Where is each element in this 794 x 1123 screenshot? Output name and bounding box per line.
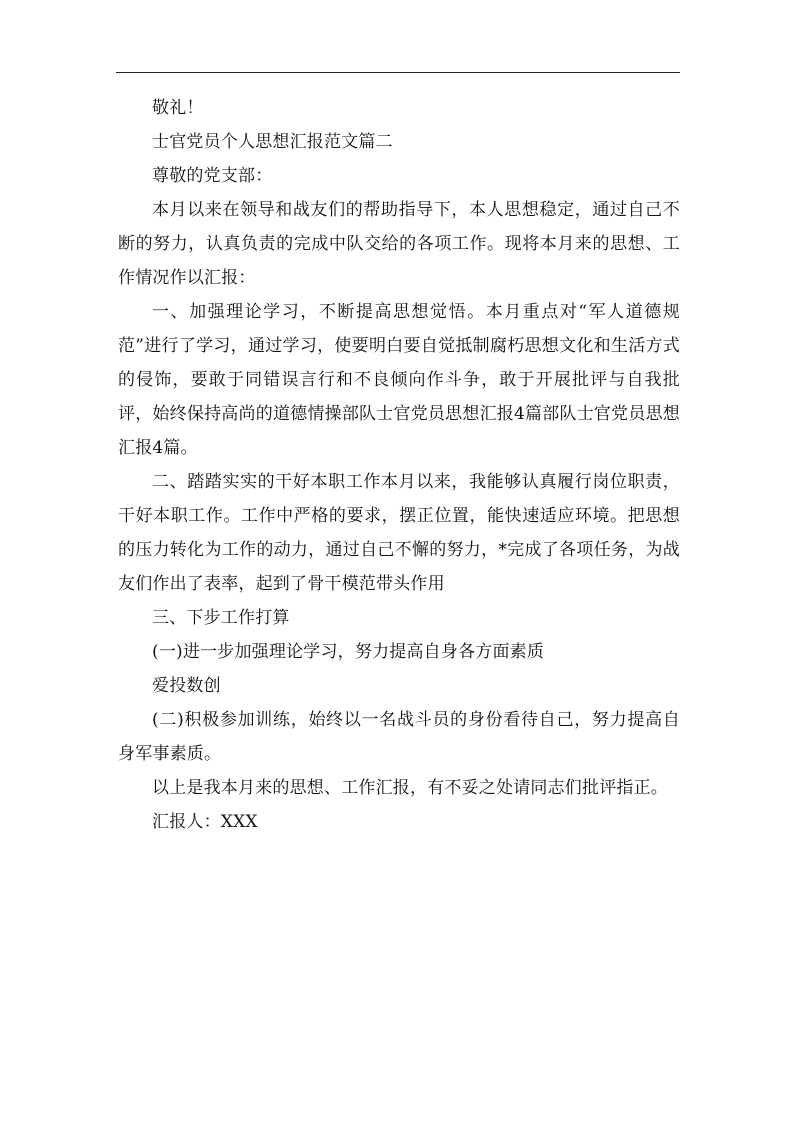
stray-text-line: 爱投数创 — [152, 676, 221, 696]
greeting: 尊敬的党支部： — [152, 166, 273, 186]
section-two-paragraph: 二、踏踏实实的干好本职工作本月以来，我能够认真履行岗位职责，干好本职工作。工作中严格的要求，摆正位置，能快速适应环境。把思想的压力转化为工作的动力，通过自己不懈的努力，*完成了各项任务，为战友们作出了表率，起到了骨干模范带头作用 — [118, 472, 680, 594]
section-one-paragraph: 一、加强理论学习，不断提高思想觉悟。本月重点对“军人道德规范”进行了学习，通过学习，使要明白要自觉抵制腐朽思想文化和生活方式的侵饰，要敢于同错误言行和不良倾向作斗争，敢于开展批评与自我批评，始终保持高尚的道德情操部队士官党员思想汇报4篇部队士官党员思想汇报4篇。 — [118, 302, 680, 458]
closing-salutation: 敬礼！ — [152, 98, 204, 118]
conclusion-paragraph: 以上是我本月来的思想、工作汇报，有不妥之处请同志们批评指正。 — [152, 778, 668, 798]
article-title: 士官党员个人思想汇报范文篇二 — [152, 132, 393, 152]
intro-paragraph: 本月以来在领导和战友们的帮助指导下，本人思想稳定，通过自己不断的努力，认真负责的完成中队交给的各项工作。现将本月来的思想、工作情况作以汇报： — [118, 200, 680, 288]
header-divider — [116, 72, 680, 73]
plan-item-two: (二)积极参加训练，始终以一名战斗员的身份看待自己，努力提高自身军事素质。 — [118, 710, 680, 764]
section-three-heading: 三、下步工作打算 — [152, 608, 290, 628]
document-body — [118, 91, 680, 839]
reporter-signature: 汇报人：XXX — [152, 812, 258, 832]
plan-item-one: (一)进一步加强理论学习，努力提高自身各方面素质 — [152, 642, 545, 662]
